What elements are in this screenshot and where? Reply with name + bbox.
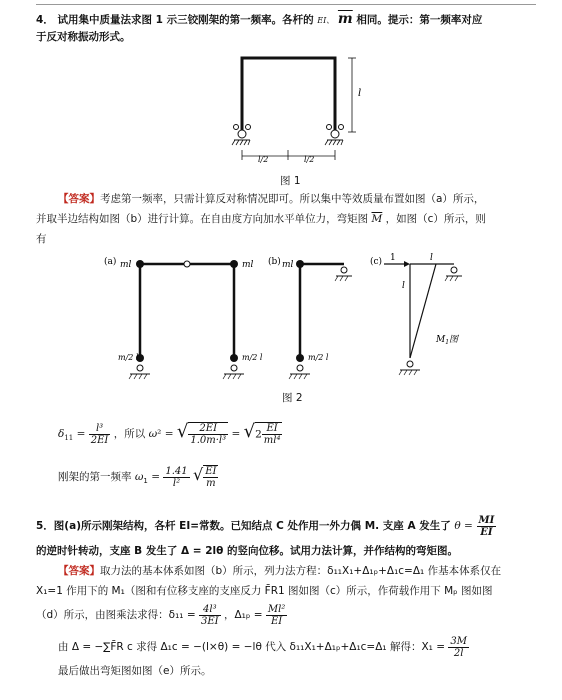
fig2-a-mass-dot-bottom-right <box>230 354 238 362</box>
f1-sq: ² <box>157 428 162 440</box>
f1-eq: = <box>76 428 86 440</box>
fig2-a-mass-bottom-left: m/2 l <box>118 353 139 362</box>
freq-root: $\frac{EI}{m}$ <box>205 466 217 489</box>
fig2-a-mass-dot-left <box>136 260 144 268</box>
fig2-c-l-top: l <box>430 253 433 263</box>
ans5-line-4: 由 Δ = −∑F̄R c 求得 Δ₁c = −(l×θ) = −lθ 代入 δ₁₁X₁+Δ₁ₚ+Δ₁c=Δ₁ 解得：X₁ = $\frac{3M}{2l}$ <box>58 635 467 659</box>
f1-frac-2: $\frac{2EI}{\text{1.0m·l³}}$ <box>190 423 227 446</box>
figure-1-three-hinged-frame <box>220 50 370 170</box>
ans4-line-2 <box>36 212 486 226</box>
f1-frac-3: $\frac{EI}{\text{ml⁴}}$ <box>263 423 281 446</box>
ans5-d11-frac: $\frac{\text{4l³}}{3EI}$ <box>201 603 219 627</box>
f1-rt2: 2 <box>255 428 262 441</box>
figure-1-caption: 图 1 <box>280 175 301 187</box>
fig2-b-mass: ml <box>282 260 294 270</box>
ans5-tag: 【答案】 <box>58 565 100 577</box>
fig2-c-m1-label: $M_1$图 <box>436 335 459 346</box>
ans5-line-2: X₁=1 作用下的 M₁（图和有位移支座的支座反力 F̄R1 图如图（c）所示，作荷载作用下 Mₚ 图如图 <box>36 585 493 597</box>
q4-mbar: $\overline{m}$ <box>337 11 353 27</box>
ans4-tag: 【答案】 <box>58 193 100 205</box>
fig2-label-c: (c) <box>370 257 383 267</box>
q5-line-1 <box>36 512 496 540</box>
fig2-b-mass-dot <box>296 260 304 268</box>
fig1-dim-half-2: l/2 <box>304 155 315 164</box>
q5-line-2: 的逆时针转动，支座 B 发生了 Δ = 2lθ 的竖向位移。试用力法计算，并作结构的弯矩图。 <box>36 545 458 557</box>
q5-theta-frac: $\frac{MI}{EI}$ <box>478 514 495 538</box>
fig2-label-a: (a) <box>104 257 117 267</box>
freq-frac: $\frac{1.41}{\text{l²}}$ <box>165 465 188 489</box>
q5-theta: θ = <box>454 520 473 532</box>
ans5-line1-text: 取力法的基本体系如图（b）所示，列力法方程：δ₁₁X₁+Δ₁ₚ+Δ₁c=Δ₁ 作基本体系仅在 <box>100 565 502 577</box>
fig1-dim-height: l <box>358 88 362 99</box>
ans5-line-5: 最后做出弯矩图如图（e）所示。 <box>58 665 212 677</box>
ans5-x1-frac: $\frac{3M}{2l}$ <box>450 635 467 659</box>
ans5-line-1 <box>58 564 501 578</box>
f1-frac-1: $\frac{\text{l³}}{2EI}$ <box>90 422 109 446</box>
fig1-dim-half-1: l/2 <box>258 155 269 164</box>
ans4-m1: $\overline{M}$ <box>371 213 383 225</box>
q4-text-a: 试用集中质量法求图 1 示三铰刚架的第一频率。各杆的 <box>57 14 314 26</box>
q4-text-b: 相同。提示：第一频率对应 <box>356 14 483 26</box>
fig2-label-b: (b) <box>268 257 281 267</box>
fig2-a-mass-dot-right <box>230 260 238 268</box>
fig2-c-unit-load: 1 <box>390 253 396 263</box>
first-frequency: 刚架的第一频率 $\omega_1$ = $\frac{1.41}{\text{l²}}$ √ $\frac{EI}{m}$ <box>58 465 217 489</box>
ans4-line2b: ，如图（c）所示，则 <box>385 213 486 225</box>
f1-delta: δ <box>58 428 65 440</box>
fig2-c-arrowhead <box>404 261 410 267</box>
figure-2 <box>100 250 480 385</box>
q4-line-1 <box>36 12 482 28</box>
f1-omega: ω <box>148 428 158 440</box>
ans4-line-3: 有 <box>36 233 47 245</box>
fig2-a-hinge <box>184 261 190 267</box>
q5-text: 5．图(a)所示刚架结构，各杆 EI=常数。已知结点 C 处作用一外力偶 M. 支座 A 发生了 <box>36 520 451 532</box>
ans4-line2a: 并取半边结构如图（b）进行计算。在自由度方向加水平单位力，弯矩图 <box>36 213 369 225</box>
fig2-a-mass-left: ml <box>120 260 132 270</box>
q4-line-2: 于反对称振动形式。 <box>36 31 131 43</box>
top-divider <box>36 4 536 5</box>
fig2-a-mass-right: ml <box>242 260 254 270</box>
figure-2-caption: 图 2 <box>282 392 303 404</box>
freq-text: 刚架的第一频率 <box>58 471 132 483</box>
ans5-line-3: （d）所示，由图乘法求得：δ₁₁ = $\frac{\text{4l³}}{3EI}$ ，Δ₁ₚ = $\frac{\text{Ml²}}{EI}$ <box>36 603 286 627</box>
q4-ei: EI、 <box>317 16 335 25</box>
q4-number: 4． <box>36 14 54 26</box>
fig2-b-mass-bottom: m/2 l <box>308 353 329 362</box>
f1-sub: 11 <box>64 434 74 443</box>
fig2-a-mass-bottom-right: m/2 l <box>242 353 263 362</box>
ans5-d1p-frac: $\frac{\text{Ml²}}{EI}$ <box>267 603 286 627</box>
fig2-b-mass-dot-bottom <box>296 354 304 362</box>
ans4-line-1 <box>58 192 484 206</box>
formula-delta-omega: $\delta_{11}$ = $\frac{\text{l³}}{2EI}$ ，所以 ω² = √ $\frac{2EI}{\text{1.0m·l³}}$ = √2 $\frac{EI}{\text{ml⁴}}$ <box>58 421 281 446</box>
f1-comma: ，所以 <box>113 428 146 440</box>
ans4-line1-text: 考虑第一频率，只需计算反对称情况即可。所以集中等效质量布置如图（a）所示， <box>100 193 485 205</box>
fig2-c-l-side: l <box>402 281 405 291</box>
